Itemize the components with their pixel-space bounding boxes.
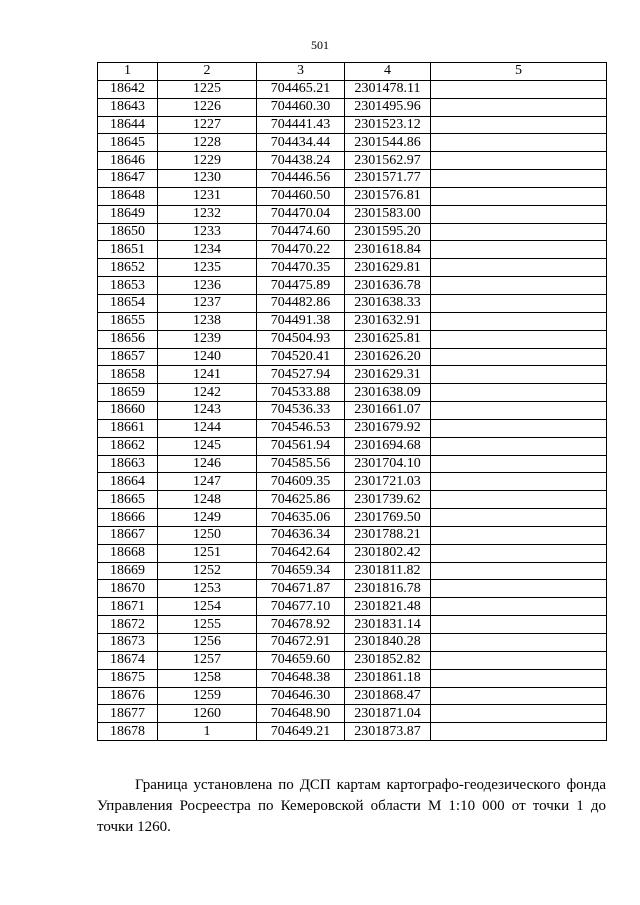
table-row: [98, 116, 607, 134]
point-id-cell: 18673: [98, 634, 158, 652]
y-coordinate-cell: 2301636.78: [345, 277, 431, 295]
vertex-number-cell: 1260: [158, 705, 257, 723]
point-id-cell: 18662: [98, 437, 158, 455]
y-coordinate-cell: 2301769.50: [345, 509, 431, 527]
note-cell: [431, 241, 607, 259]
x-coordinate-cell: 704438.24: [257, 152, 345, 170]
point-id-cell: 18647: [98, 170, 158, 188]
y-coordinate-cell: 2301873.87: [345, 723, 431, 741]
note-cell: [431, 580, 607, 598]
note-cell: [431, 402, 607, 420]
point-id-cell: 18661: [98, 419, 158, 437]
x-coordinate-cell: 704672.91: [257, 634, 345, 652]
table-row: [98, 634, 607, 652]
x-coordinate-cell: 704659.34: [257, 562, 345, 580]
point-id-cell: 18648: [98, 187, 158, 205]
x-coordinate-cell: 704659.60: [257, 651, 345, 669]
x-coordinate-cell: 704625.86: [257, 491, 345, 509]
point-id-cell: 18666: [98, 509, 158, 527]
table-row: [98, 152, 607, 170]
point-id-cell: 18658: [98, 366, 158, 384]
note-cell: [431, 562, 607, 580]
point-id-cell: 18645: [98, 134, 158, 152]
y-coordinate-cell: 2301626.20: [345, 348, 431, 366]
table-row: [98, 312, 607, 330]
table-row: [98, 98, 607, 116]
table-row: [98, 80, 607, 98]
vertex-number-cell: 1253: [158, 580, 257, 598]
table-row: [98, 473, 607, 491]
point-id-cell: 18674: [98, 651, 158, 669]
note-cell: [431, 419, 607, 437]
point-id-cell: 18656: [98, 330, 158, 348]
vertex-number-cell: 1246: [158, 455, 257, 473]
y-coordinate-cell: 2301840.28: [345, 634, 431, 652]
point-id-cell: 18650: [98, 223, 158, 241]
table-row: [98, 669, 607, 687]
note-cell: [431, 687, 607, 705]
note-cell: [431, 526, 607, 544]
vertex-number-cell: 1241: [158, 366, 257, 384]
note-cell: [431, 473, 607, 491]
note-cell: [431, 455, 607, 473]
vertex-number-cell: 1257: [158, 651, 257, 669]
x-coordinate-cell: 704470.22: [257, 241, 345, 259]
x-coordinate-cell: 704460.30: [257, 98, 345, 116]
vertex-number-cell: 1233: [158, 223, 257, 241]
table-row: [98, 294, 607, 312]
vertex-number-cell: 1232: [158, 205, 257, 223]
y-coordinate-cell: 2301562.97: [345, 152, 431, 170]
vertex-number-cell: 1225: [158, 80, 257, 98]
vertex-number-cell: 1238: [158, 312, 257, 330]
note-cell: [431, 98, 607, 116]
point-id-cell: 18659: [98, 384, 158, 402]
table-row: [98, 705, 607, 723]
note-cell: [431, 170, 607, 188]
note-cell: [431, 437, 607, 455]
note-cell: [431, 330, 607, 348]
point-id-cell: 18678: [98, 723, 158, 741]
y-coordinate-cell: 2301632.91: [345, 312, 431, 330]
y-coordinate-cell: 2301679.92: [345, 419, 431, 437]
y-coordinate-cell: 2301811.82: [345, 562, 431, 580]
note-cell: [431, 366, 607, 384]
table-row: [98, 223, 607, 241]
y-coordinate-cell: 2301583.00: [345, 205, 431, 223]
y-coordinate-cell: 2301852.82: [345, 651, 431, 669]
note-cell: [431, 80, 607, 98]
vertex-number-cell: 1230: [158, 170, 257, 188]
table-row: [98, 366, 607, 384]
y-coordinate-cell: 2301802.42: [345, 544, 431, 562]
note-cell: [431, 116, 607, 134]
table-row: [98, 259, 607, 277]
vertex-number-cell: 1256: [158, 634, 257, 652]
y-coordinate-cell: 2301721.03: [345, 473, 431, 491]
y-coordinate-cell: 2301629.81: [345, 259, 431, 277]
x-coordinate-cell: 704585.56: [257, 455, 345, 473]
x-coordinate-cell: 704520.41: [257, 348, 345, 366]
y-coordinate-cell: 2301788.21: [345, 526, 431, 544]
x-coordinate-cell: 704671.87: [257, 580, 345, 598]
vertex-number-cell: 1242: [158, 384, 257, 402]
point-id-cell: 18670: [98, 580, 158, 598]
vertex-number-cell: 1228: [158, 134, 257, 152]
point-id-cell: 18667: [98, 526, 158, 544]
note-cell: [431, 134, 607, 152]
x-coordinate-cell: 704648.90: [257, 705, 345, 723]
page-number: 501: [311, 38, 329, 52]
y-coordinate-cell: 2301871.04: [345, 705, 431, 723]
column-header: 4: [345, 63, 431, 81]
vertex-number-cell: 1234: [158, 241, 257, 259]
point-id-cell: 18653: [98, 277, 158, 295]
note-cell: [431, 723, 607, 741]
vertex-number-cell: 1244: [158, 419, 257, 437]
y-coordinate-cell: 2301831.14: [345, 616, 431, 634]
table-row: [98, 491, 607, 509]
table-row: [98, 616, 607, 634]
table-row: [98, 241, 607, 259]
x-coordinate-cell: 704649.21: [257, 723, 345, 741]
vertex-number-cell: 1240: [158, 348, 257, 366]
x-coordinate-cell: 704636.34: [257, 526, 345, 544]
table-row: [98, 277, 607, 295]
note-cell: [431, 651, 607, 669]
point-id-cell: 18677: [98, 705, 158, 723]
x-coordinate-cell: 704460.50: [257, 187, 345, 205]
point-id-cell: 18665: [98, 491, 158, 509]
note-cell: [431, 705, 607, 723]
y-coordinate-cell: 2301495.96: [345, 98, 431, 116]
point-id-cell: 18649: [98, 205, 158, 223]
column-header: 3: [257, 63, 345, 81]
table-row: [98, 544, 607, 562]
table-row: [98, 437, 607, 455]
x-coordinate-cell: 704491.38: [257, 312, 345, 330]
column-header: 2: [158, 63, 257, 81]
point-id-cell: 18652: [98, 259, 158, 277]
x-coordinate-cell: 704635.06: [257, 509, 345, 527]
x-coordinate-cell: 704561.94: [257, 437, 345, 455]
note-cell: [431, 491, 607, 509]
x-coordinate-cell: 704533.88: [257, 384, 345, 402]
note-cell: [431, 277, 607, 295]
column-header: 5: [431, 63, 607, 81]
note-cell: [431, 634, 607, 652]
point-id-cell: 18669: [98, 562, 158, 580]
y-coordinate-cell: 2301523.12: [345, 116, 431, 134]
vertex-number-cell: 1237: [158, 294, 257, 312]
point-id-cell: 18651: [98, 241, 158, 259]
vertex-number-cell: 1245: [158, 437, 257, 455]
y-coordinate-cell: 2301571.77: [345, 170, 431, 188]
note-cell: [431, 598, 607, 616]
note-cell: [431, 669, 607, 687]
point-id-cell: 18668: [98, 544, 158, 562]
point-id-cell: 18660: [98, 402, 158, 420]
note-cell: [431, 384, 607, 402]
note-cell: [431, 205, 607, 223]
table-row: [98, 205, 607, 223]
x-coordinate-cell: 704677.10: [257, 598, 345, 616]
point-id-cell: 18663: [98, 455, 158, 473]
y-coordinate-cell: 2301704.10: [345, 455, 431, 473]
table-row: [98, 580, 607, 598]
x-coordinate-cell: 704470.35: [257, 259, 345, 277]
note-cell: [431, 509, 607, 527]
y-coordinate-cell: 2301638.09: [345, 384, 431, 402]
vertex-number-cell: 1248: [158, 491, 257, 509]
table-row: [98, 187, 607, 205]
point-id-cell: 18657: [98, 348, 158, 366]
table-row: [98, 562, 607, 580]
x-coordinate-cell: 704482.86: [257, 294, 345, 312]
vertex-number-cell: 1229: [158, 152, 257, 170]
table-header-row: [98, 63, 607, 81]
y-coordinate-cell: 2301638.33: [345, 294, 431, 312]
vertex-number-cell: 1227: [158, 116, 257, 134]
y-coordinate-cell: 2301595.20: [345, 223, 431, 241]
x-coordinate-cell: 704434.44: [257, 134, 345, 152]
table-row: [98, 330, 607, 348]
x-coordinate-cell: 704546.53: [257, 419, 345, 437]
y-coordinate-cell: 2301868.47: [345, 687, 431, 705]
x-coordinate-cell: 704646.30: [257, 687, 345, 705]
vertex-number-cell: 1239: [158, 330, 257, 348]
table-row: [98, 526, 607, 544]
y-coordinate-cell: 2301625.81: [345, 330, 431, 348]
note-cell: [431, 152, 607, 170]
vertex-number-cell: 1254: [158, 598, 257, 616]
column-header: 1: [98, 63, 158, 81]
vertex-number-cell: 1249: [158, 509, 257, 527]
y-coordinate-cell: 2301618.84: [345, 241, 431, 259]
x-coordinate-cell: 704470.04: [257, 205, 345, 223]
table-row: [98, 455, 607, 473]
vertex-number-cell: 1251: [158, 544, 257, 562]
table-row: [98, 384, 607, 402]
note-cell: [431, 312, 607, 330]
x-coordinate-cell: 704474.60: [257, 223, 345, 241]
y-coordinate-cell: 2301739.62: [345, 491, 431, 509]
point-id-cell: 18675: [98, 669, 158, 687]
vertex-number-cell: 1226: [158, 98, 257, 116]
point-id-cell: 18644: [98, 116, 158, 134]
x-coordinate-cell: 704648.38: [257, 669, 345, 687]
note-cell: [431, 187, 607, 205]
y-coordinate-cell: 2301544.86: [345, 134, 431, 152]
y-coordinate-cell: 2301816.78: [345, 580, 431, 598]
y-coordinate-cell: 2301821.48: [345, 598, 431, 616]
table-row: [98, 687, 607, 705]
x-coordinate-cell: 704527.94: [257, 366, 345, 384]
point-id-cell: 18643: [98, 98, 158, 116]
x-coordinate-cell: 704536.33: [257, 402, 345, 420]
point-id-cell: 18642: [98, 80, 158, 98]
vertex-number-cell: 1247: [158, 473, 257, 491]
table-row: [98, 651, 607, 669]
x-coordinate-cell: 704504.93: [257, 330, 345, 348]
vertex-number-cell: 1243: [158, 402, 257, 420]
point-id-cell: 18654: [98, 294, 158, 312]
point-id-cell: 18655: [98, 312, 158, 330]
point-id-cell: 18646: [98, 152, 158, 170]
note-cell: [431, 616, 607, 634]
vertex-number-cell: 1258: [158, 669, 257, 687]
point-id-cell: 18664: [98, 473, 158, 491]
vertex-number-cell: 1259: [158, 687, 257, 705]
table-row: [98, 170, 607, 188]
x-coordinate-cell: 704678.92: [257, 616, 345, 634]
vertex-number-cell: 1235: [158, 259, 257, 277]
table-row: [98, 509, 607, 527]
y-coordinate-cell: 2301661.07: [345, 402, 431, 420]
coordinates-table: [97, 62, 607, 741]
vertex-number-cell: 1250: [158, 526, 257, 544]
table-row: [98, 348, 607, 366]
point-id-cell: 18676: [98, 687, 158, 705]
boundary-note: Граница установлена по ДСП картам картографо-геодезического фонда Управления Росреестра по Кемеровской области М 1:10 000 от точки 1 до точки 1260.: [97, 777, 606, 835]
vertex-number-cell: 1231: [158, 187, 257, 205]
note-cell: [431, 544, 607, 562]
table-body: [98, 80, 607, 740]
table-row: [98, 402, 607, 420]
x-coordinate-cell: 704609.35: [257, 473, 345, 491]
table-row: [98, 723, 607, 741]
x-coordinate-cell: 704465.21: [257, 80, 345, 98]
note-cell: [431, 223, 607, 241]
vertex-number-cell: 1236: [158, 277, 257, 295]
vertex-number-cell: 1255: [158, 616, 257, 634]
y-coordinate-cell: 2301576.81: [345, 187, 431, 205]
y-coordinate-cell: 2301629.31: [345, 366, 431, 384]
note-cell: [431, 294, 607, 312]
point-id-cell: 18672: [98, 616, 158, 634]
x-coordinate-cell: 704441.43: [257, 116, 345, 134]
note-cell: [431, 259, 607, 277]
note-cell: [431, 348, 607, 366]
x-coordinate-cell: 704475.89: [257, 277, 345, 295]
table-row: [98, 134, 607, 152]
table-row: [98, 419, 607, 437]
y-coordinate-cell: 2301861.18: [345, 669, 431, 687]
vertex-number-cell: 1252: [158, 562, 257, 580]
table-row: [98, 598, 607, 616]
x-coordinate-cell: 704642.64: [257, 544, 345, 562]
vertex-number-cell: 1: [158, 723, 257, 741]
y-coordinate-cell: 2301694.68: [345, 437, 431, 455]
point-id-cell: 18671: [98, 598, 158, 616]
y-coordinate-cell: 2301478.11: [345, 80, 431, 98]
x-coordinate-cell: 704446.56: [257, 170, 345, 188]
